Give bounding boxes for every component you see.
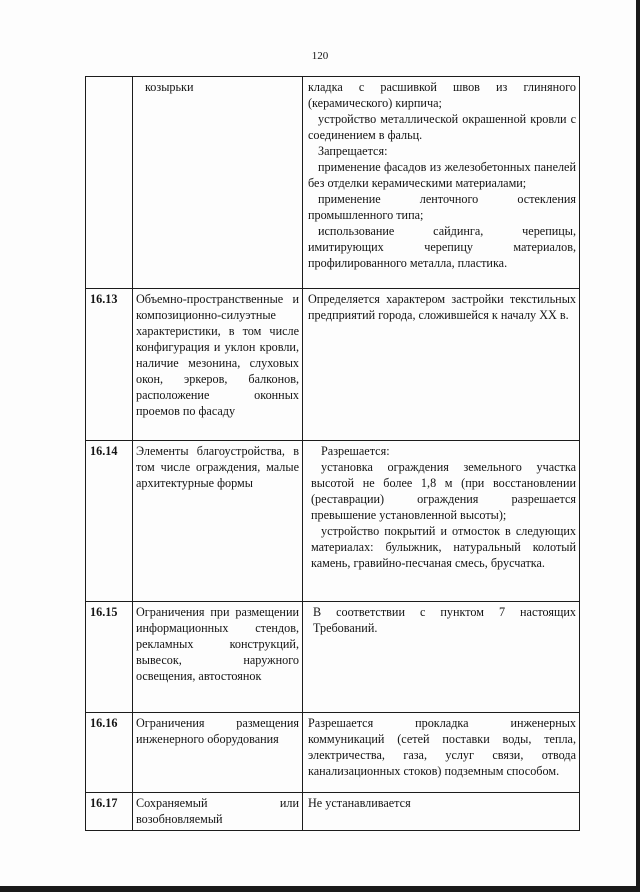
requirement-line: использование сайдинга, черепицы, имитирующих черепицу материалов, профилированного металла, пластика. [308,224,576,270]
scan-edge-bottom [0,886,640,892]
row-name: Сохраняемый или возобновляемый [133,793,303,831]
requirement-line: применение фасадов из железобетонных панелей без отделки керамическими материалами; [308,160,576,190]
requirement-line: кладка с расшивкой швов из глиняного (керамического) кирпича; [308,80,576,110]
table-row [86,602,580,713]
table-row [86,441,580,602]
row-requirements [303,793,580,831]
row-number: 16.14 [86,441,133,602]
table-row [86,289,580,441]
row-number: 16.17 [86,793,133,831]
row-number: 16.15 [86,602,133,713]
requirement-line: устройство покрытий и отмосток в следующих материалах: булыжник, натуральный колотый камень, гравийно-песчаная смесь, брусчатка. [311,524,576,570]
row-number: 16.13 [86,289,133,441]
requirement-line: установка ограждения земельного участка высотой не более 1,8 м (при восстановлении (реставрации) ограждения разрешается превышение установленной высоты); [311,460,576,522]
row-number: 16.16 [86,713,133,793]
requirement-line: устройство металлической окрашенной кровли с соединением в фальц. [308,112,576,142]
page-number: 120 [311,50,329,62]
requirement-line: Разрешается прокладка инженерных коммуникаций (сетей поставки воды, тепла, электричества, газа, услуг связи, отвода канализационных стоков) подземным способом. [308,716,576,778]
row-requirements [303,77,580,289]
requirement-line: применение ленточного остекления промышленного типа; [308,192,576,222]
row-requirements [303,441,580,602]
row-name: козырьки [133,77,303,289]
table-row [86,77,580,289]
table-row [86,713,580,793]
table-row [86,793,580,831]
row-name: Ограничения размещения инженерного оборудования [133,713,303,793]
row-name: Элементы благоустройства, в том числе ограждения, малые архитектурные формы [133,441,303,602]
scan-edge-right [636,0,640,892]
row-name: Ограничения при размещении информационных стендов, рекламных конструкций, вывесок, наружного освещения, автостоянок [133,602,303,713]
requirements-table [85,76,580,831]
requirement-line: В соответствии с пунктом 7 настоящих Требований. [313,605,576,635]
row-name: Объемно-пространственные и композиционно-силуэтные характеристики, в том числе конфигурация и уклон кровли, наличие мезонина, слуховых окон, эркеров, балконов, расположение оконных проемов по фасаду [133,289,303,441]
row-requirements [303,602,580,713]
requirement-line: Не устанавливается [308,796,411,810]
requirement-line: Разрешается: [321,444,390,458]
row-number [86,77,133,289]
row-requirements [303,713,580,793]
requirement-line: Определяется характером застройки текстильных предприятий города, сложившейся к началу XX в. [308,292,576,322]
row-requirements [303,289,580,441]
requirement-line: Запрещается: [318,144,388,158]
